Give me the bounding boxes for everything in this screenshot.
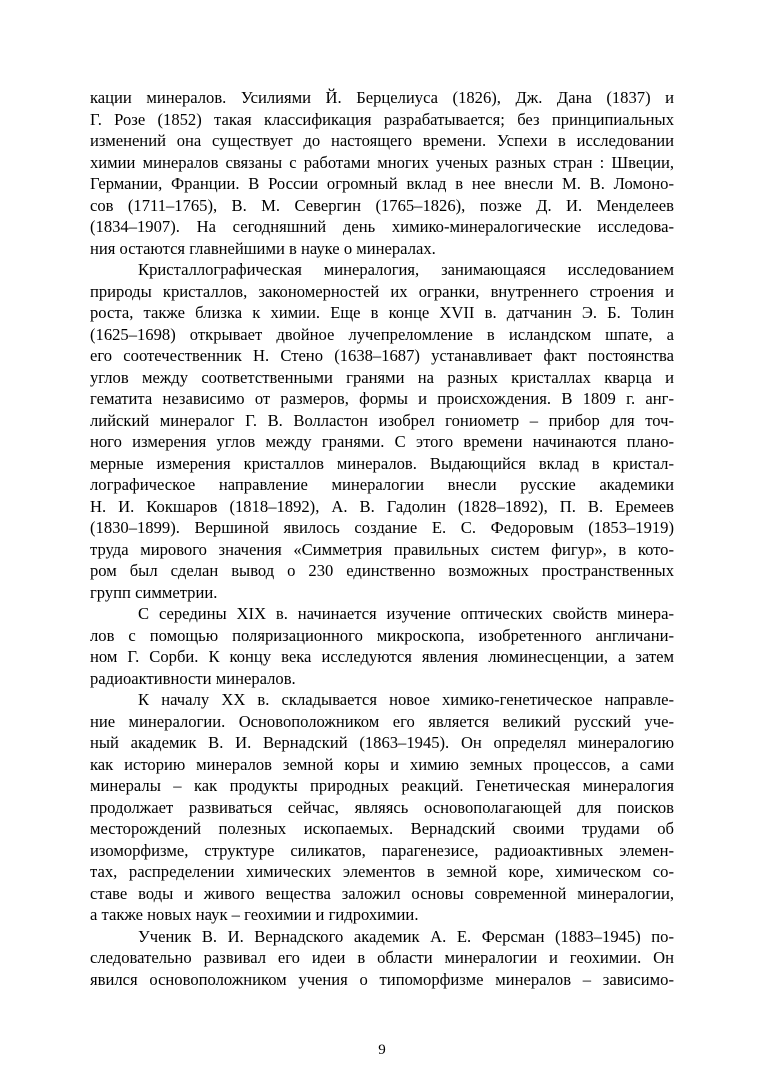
text-line: ном Г. Сорби. К концу века исследуются явления люминесценции, а затем	[90, 647, 674, 666]
text-line: (1834–1907). На сегодняшний день химико-минералогические исследова-	[90, 217, 674, 236]
text-line: углов между соответственными гранями на разных кристаллах кварца и	[90, 367, 674, 387]
text-line: кации минералов. Усилиями Й. Берцелиуса (1826), Дж. Дана (1837) и	[90, 88, 674, 107]
text-line: лов с помощью поляризационного микроскопа, изобретенного англичани-	[90, 625, 674, 645]
text-line: минералы – как продукты природных реакций. Генетическая минералогия	[90, 776, 674, 795]
text-line: (1830–1899). Вершиной явилось создание Е. С. Федоровым (1853–1919)	[90, 518, 674, 537]
text-line: ставе воды и живого вещества заложил основы современной минералогии,	[90, 883, 674, 903]
text-line: Кристаллографическая минералогия, занимающаяся исследованием	[138, 260, 674, 279]
text-line: мерные измерения кристаллов минералов. Выдающийся вклад в кристал-	[90, 453, 674, 473]
text-line: его соотечественник Н. Стено (1638–1687) устанавливает факт постоянства	[90, 346, 674, 365]
text-line: (1625–1698) открывает двойное лучепреломление в исландском шпате, а	[90, 324, 674, 344]
text-line: ром был сделан вывод о 230 единственно возможных пространственных	[90, 561, 674, 580]
text-line: а также новых наук – геохимии и гидрохимии.	[90, 905, 419, 924]
text-line: групп симметрии.	[90, 582, 218, 602]
text-line: ния остаются главнейшими в науке о минералах.	[90, 238, 436, 258]
text-line: ние минералогии. Основоположником его является великий русский уче-	[90, 711, 674, 731]
page-number: 9	[378, 1042, 386, 1058]
text-line: лографическое направление минералогии внесли русские академики	[90, 475, 674, 494]
text-line: природы кристаллов, закономерностей их огранки, внутреннего строения и	[90, 281, 674, 301]
text-line: Германии, Франции. В России огромный вклад в нее внесли М. В. Ломоно-	[90, 174, 674, 193]
text-line: как историю минералов земной коры и химию земных процессов, а сами	[90, 754, 674, 774]
text-line: следовательно развивал его идеи в области минералогии и геохимии. Он	[90, 948, 674, 967]
text-line: ный академик В. И. Вернадский (1863–1945). Он определял минералогию	[90, 733, 674, 752]
text-line: гематита независимо от размеров, формы и происхождения. В 1809 г. анг-	[90, 389, 674, 408]
text-line: тах, распределении химических элементов в земной коре, химическом со-	[90, 862, 674, 881]
text-line: сов (1711–1765), В. М. Севергин (1765–1826), позже Д. И. Менделеев	[90, 195, 674, 215]
text-line: лийский минералог Г. В. Волластон изобрел гониометр – прибор для точ-	[90, 410, 674, 430]
text-line: Ученик В. И. Вернадского академик А. Е. Ферсман (1883–1945) по-	[138, 926, 674, 946]
text-line: Г. Розе (1852) такая классификация разрабатывается; без принципиальных	[90, 109, 674, 129]
text-line: явился основоположником учения о типоморфизме минералов – зависимо-	[90, 969, 674, 989]
text-line: радиоактивности минералов.	[90, 668, 296, 688]
text-line: изменений она существует до настоящего времени. Успехи в исследовании	[90, 131, 674, 150]
text-line: роста, также близка к химии. Еще в конце XVII в. датчанин Э. Б. Толин	[90, 303, 674, 322]
text-line: химии минералов связаны с работами многих ученых разных стран : Швеции,	[90, 152, 674, 172]
text-line: труда мирового значения «Симметрия правильных систем фигур», в кото-	[90, 539, 674, 559]
text-line: изоморфизме, структуре силикатов, парагенезисе, радиоактивных элемен-	[90, 840, 674, 860]
text-line: ного измерения углов между гранями. С этого времени начинаются плано-	[90, 432, 674, 451]
text-line: К началу XX в. складывается новое химико-генетическое направле-	[138, 690, 674, 709]
text-line: месторождений полезных ископаемых. Вернадский своими трудами об	[90, 819, 674, 838]
text-line: продолжает развиваться сейчас, являясь основополагающей для поисков	[90, 797, 674, 817]
text-line: Н. И. Кокшаров (1818–1892), А. В. Гадолин (1828–1892), П. В. Еремеев	[90, 496, 674, 516]
text-line: С середины XIX в. начинается изучение оптических свойств минера-	[138, 604, 674, 623]
